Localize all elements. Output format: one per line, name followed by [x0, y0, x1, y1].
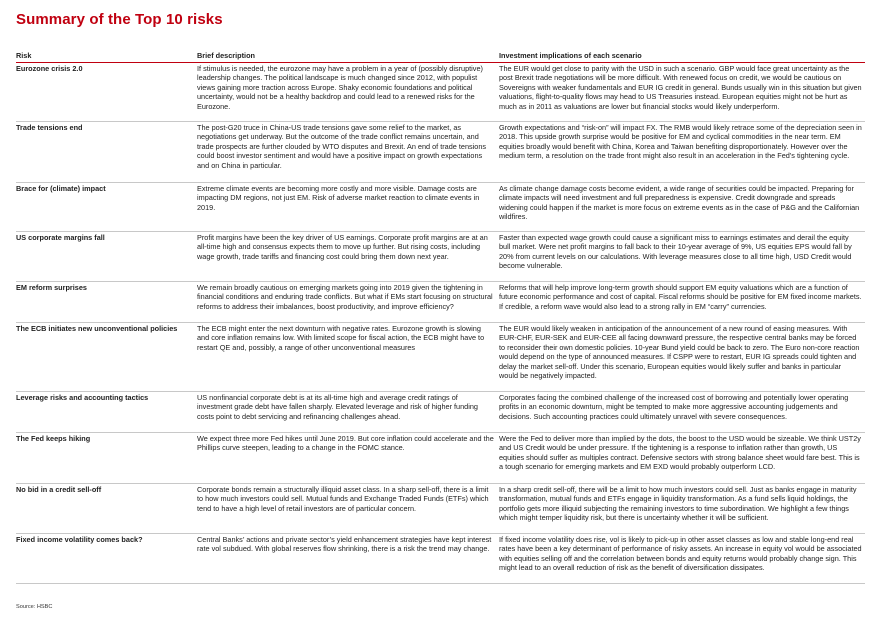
- risk-name: The ECB initiates new unconventional policies: [16, 322, 197, 391]
- table-row: [16, 483, 865, 533]
- risk-name: Fixed income volatility comes back?: [16, 533, 197, 583]
- table-header-row: [16, 51, 865, 62]
- risk-implications: Growth expectations and “risk-on” will impact FX. The RMB would likely retrace some of the depreciation seen in 2018. This upside growth surprise would be positive for EM and cyclical commodities in the near term. EM equities broadly would benefit with China, Korea and Taiwan benefiting disproportionately. However over the medium term, a resolution on the trade front might also result in an acceleration in the Fed’s tightening cycle.: [498, 121, 865, 182]
- risk-name: The Fed keeps hiking: [16, 432, 197, 483]
- table-header: [16, 51, 865, 62]
- risk-implications: Were the Fed to deliver more than implied by the dots, the boost to the USD would be sizeable. We think UST2y and US Credit would be under pressure. If the tightening is a response to inflation rather than growth, US equities should suffer as multiples contract. Defensive sectors with strong balance sheet would fare best. This is a tough scenario for emerging markets and EM EXD would probably outperform LCD.: [498, 432, 865, 483]
- table-row: [16, 322, 865, 391]
- risk-implications: Reforms that will help improve long-term growth should support EM equity valuations which are a function of future economic performance and cost of capital. Fiscal reforms should be positive for EM fixed income markets. If credible, a reform wave would also lead to a strong rally in EM “carry” currencies.: [498, 281, 865, 322]
- risk-description: Central Banks’ actions and private sector’s yield enhancement strategies have kept interest rate vol subdued. With global reserves flow shrinking, there is a risk the trend may change.: [197, 533, 498, 583]
- risk-implications: The EUR would get close to parity with the USD in such a scenario. GBP would face great uncertainty as the post Brexit trade negotiations will be more difficult. With renewed focus on credit, we would be cautious on Sovereigns with weaker fundamentals and EUR IG credit in general. Bunds usually win in this situation but given valuations, flight-to-quality flows may head to US Treasuries instead. European equities might not be hurt as much as in 2011 as valuations are lower but financial stocks would likely underperform.: [498, 62, 865, 121]
- header-risk: Risk: [16, 51, 197, 62]
- table-row: [16, 281, 865, 322]
- risk-name: Eurozone crisis 2.0: [16, 62, 197, 121]
- risks-table: [16, 51, 865, 584]
- risk-description: We expect three more Fed hikes until June 2019. But core inflation could accelerate and the Phillips curve steepen, leading to a change in the FOMC stance.: [197, 432, 498, 483]
- table-row: [16, 391, 865, 432]
- table-row: [16, 121, 865, 182]
- risk-description: Profit margins have been the key driver of US earnings. Corporate profit margins are at an all-time high and consensus expects them to move up further. But rising costs, including wage growth, trade tariffs and financing cost could bring them down next year.: [197, 231, 498, 281]
- risk-implications: Faster than expected wage growth could cause a significant miss to earnings estimates and derail the equity bull market. Were net profit margins to fall back to their 10-year average of 9%, US equities EPS would fall by 20% from current levels on our calculations. With leverage measures close to all time high, USD Credit would become vulnerable.: [498, 231, 865, 281]
- risk-description: The post-G20 truce in China-US trade tensions gave some relief to the market, as negotiations get underway. But the outcome of the trade conflict remains uncertain, and trade prospects are further clouded by WTO disputes and Brexit. An end of trade tensions could boost investor sentiment and would have a positive impact on growth expectations and on China in particular.: [197, 121, 498, 182]
- header-description: Brief description: [197, 51, 498, 62]
- table-body: [16, 62, 865, 583]
- risk-name: Brace for (climate) impact: [16, 182, 197, 231]
- risk-name: No bid in a credit sell-off: [16, 483, 197, 533]
- table-row: [16, 432, 865, 483]
- source-note: Source: HSBC: [16, 604, 53, 610]
- risk-implications: Corporates facing the combined challenge of the increased cost of borrowing and potentially lower operating profits in an economic downturn, might be tempted to make more aggressive accounting judgements and decisions. Such accounting practices could ultimately unravel with severe consequences.: [498, 391, 865, 432]
- risk-implications: As climate change damage costs become evident, a wide range of securities could be impacted. Preparing for climate impacts will need investment and full preparedness is expensive. Credit downgrade and spreads widening could happen if the market is more focus on extreme events as in the case of P&G and the Californian wildfires.: [498, 182, 865, 231]
- risk-description: Corporate bonds remain a structurally illiquid asset class. In a sharp sell-off, there is a limit to how much investors could sell. Mutual funds and Exchange Traded Funds (ETFs) which tend to have a high level of retail investors are of particular concern.: [197, 483, 498, 533]
- risk-implications: The EUR would likely weaken in anticipation of the announcement of a new round of easing measures. With EUR-CHF, EUR-SEK and EUR-CEE all facing downward pressure, the respective central banks may be forced to reconsider their own domestic policies. 10-year Bund yield could be back to zero. The Euro non-core reaction would depend on the type of announced measures. If CSPP were to restart, EUR IG spreads could tighten and delay the market sell-off. Under this scenario, European equities would likely suffer and banks in particular would be negatively impacted.: [498, 322, 865, 391]
- table-row: [16, 231, 865, 281]
- risk-name: EM reform surprises: [16, 281, 197, 322]
- page-title: Summary of the Top 10 risks: [16, 11, 223, 28]
- table-row: [16, 182, 865, 231]
- header-implications: Investment implications of each scenario: [498, 51, 865, 62]
- risk-description: We remain broadly cautious on emerging markets going into 2019 given the tightening in financial conditions and enduring trade conflicts. But what if EMs start focusing on structural reforms to address their imbalances, boost productivity, and improve efficiency?: [197, 281, 498, 322]
- risk-implications: In a sharp credit sell-off, there will be a limit to how much investors could sell. Just as banks engage in maturity transformation, mutual funds and ETFs engage in liquidity transformation. As a fund sells liquid holdings, the portfolio gets more illiquid subjecting the remaining investors to time subordination. We highlight a few things which might temper liquidity risk, but there is uncertainty whether it will be sufficient.: [498, 483, 865, 533]
- risk-description: Extreme climate events are becoming more costly and more visible. Damage costs are impacting DM regions, not just EM. Risk of adverse market reaction to climate events in 2019.: [197, 182, 498, 231]
- table-row: [16, 62, 865, 121]
- risk-description: US nonfinancial corporate debt is at its all-time high and average credit ratings of investment grade debt have fallen sharply. Elevated leverage and risk of higher funding costs point to debt servicing and refinancing challenges ahead.: [197, 391, 498, 432]
- risk-description: The ECB might enter the next downturn with negative rates. Eurozone growth is slowing and core inflation remains low. With limited scope for fiscal action, the ECB might have to restart QE and, possibly, a range of other unconventional measures: [197, 322, 498, 391]
- risk-name: Trade tensions end: [16, 121, 197, 182]
- risk-name: US corporate margins fall: [16, 231, 197, 281]
- risk-implications: If fixed income volatility does rise, vol is likely to pick-up in other asset classes as low and stable long-end real rates have been a key determinant of performance of risky assets. An increase in equity vol would be associated with equities selling off and the correlation between bonds and equity returns would probably change sign. This might lead to an overall reduction of risk as the benefit of diversification dissipates.: [498, 533, 865, 583]
- risk-name: Leverage risks and accounting tactics: [16, 391, 197, 432]
- table-row: [16, 533, 865, 583]
- risk-description: If stimulus is needed, the eurozone may have a problem in a year of (possibly disruptive) leadership changes. The political landscape is much changed since 2012, with populist views gaining more traction across Europe. Shaky economic foundations and political uncertainty, would not be a healthy backdrop and could lead to a renewed risks for the Eurozone.: [197, 62, 498, 121]
